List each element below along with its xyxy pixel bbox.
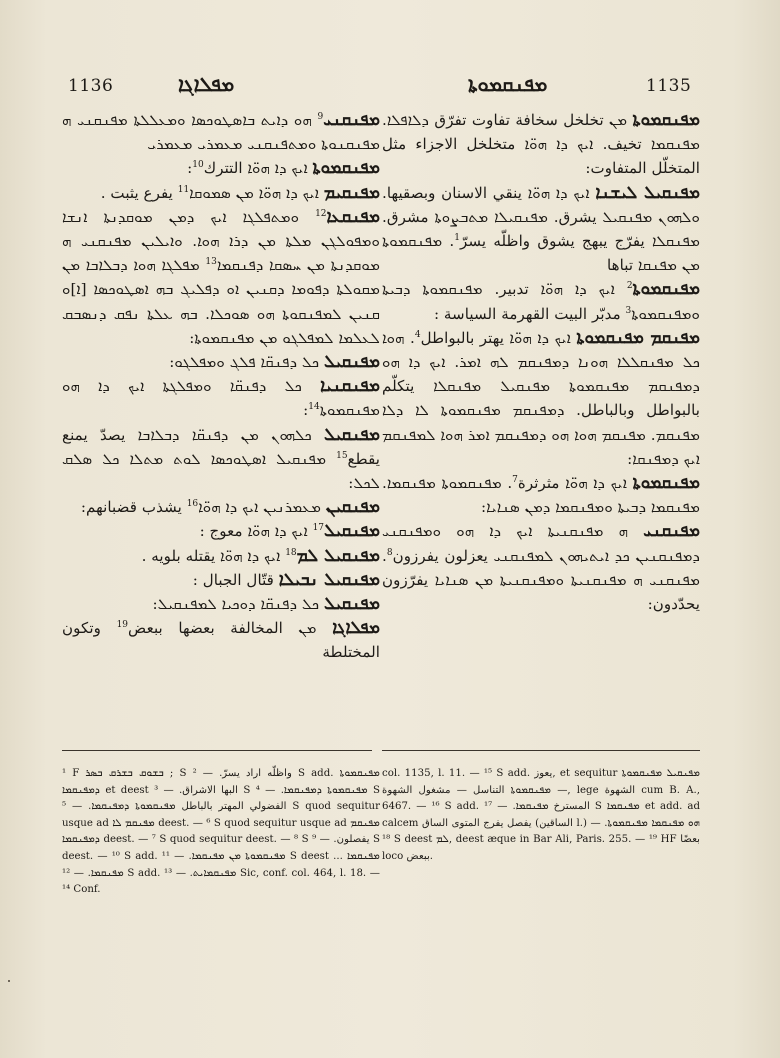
entry: ܡܦܢܩܝܠ ܢܒܝܠܐ قتّال الجبال : [192, 569, 380, 590]
entry: ܡܦܢܩܝܠ ܟܠ ܕܦܢܩ̈ܐ ܦܠܓ ܘܡܦܠܓܘ: [169, 352, 380, 373]
footnote-block: — ⁵ S quod sequitur usque ad ܡܦܢܩܡ ܠܐ deest. — ⁶ S quod sequitur usque ad ܡܦܢܩܡ ܕܡܦܢܩܡܐ deest. — ⁷ S quod sequitur deest. — ⁸ S يفصلون. — ⁹ S deest. — ¹⁰ S add. ܡܦܢܩܡܘܬܐ ܡܢ ܡܦܢܩܡܐ. [62, 801, 381, 862]
entry: ܡܦܢܩܥܐ$^{12}$ ܘܡܬܦܠܓܐ ܐܝܟ ܕܡܢ ܡܘܩܕܢܬܐ ܐܢܫܐ ܘܡܦܘܠܓܢ ܡܠܬܐ ܡܢ ܕܪܐ ܗܘܐ. ܘܐܝܠܝܢ ܡܦܢܩܢܝ ܗ ܡܘܩܕܢܬܐ ܡܢ ܚܣܩܐ ܕܦܢܩܡܐ$^{13}$ ܡܦܠܓܐ ܗܘܐ ܕܒܠܐܒܐ ܡܢ ܡܩܘܠܬܐ ܕܦܘܡܐ ܕܩܢܝܢ ܐܘ ܕܦܠܝܓ ܒܗ ܐܣܛܘܟܣܐ [ܐ]ܘ ܩܢܝܢ ܠܡܦܢܩܘܬܐ ܗܘ ܣܘܟܠܐ. ܒܗ ܥܠܬܐ ܢܦܩ ܕܢܣܒܩ ܠܥܠܡܐ ܠܡܦܠܓܘ ܡܢ ܡܦܢܩܡܘܬܐ: [62, 206, 380, 347]
footnote-block: col. 1135, l. 11. — ¹⁵ S add. يعوز, et sequitur ܡܦܢܩܝܠ ܡܦܢܩܡܘܬܐ — ܡܦܢܩܡܘܬܐ التناسل — مشغول الشهوة, lege الشهوة cum B. A., 6467. — ¹⁶ S add. [382, 768, 700, 813]
entry: ܡܦܢܩܢܝܐ ܟܠ ܕܦܢܩ̈ܐ ܘܡܦܠܓܬܐ ܐܝܟ ܕܐ ܗܘ ܡܦܢܩܡܘܬܐ$^{14}$: [62, 376, 380, 420]
entry: ܡܦܢܩܡܘܬܐ ܐܝܟ ܕܐ ܗܘ̈ܐ التترك$^{10}$: [187, 158, 380, 179]
entry: ܡܦܢܩܡܘܬܐ ܐܝܟ ܕܐ ܗܘ̈ܐ مثرثرة$^7$. ܡܦܢܩܡܘܬܐ ܡܦܢܩܡܐ. ܡܦܢܩܡܐ ܕܒܝܬܐ ܘܡܦܢܩܡܐ ܕܡܢ ܣܢܐܝܐ: [382, 473, 701, 517]
footnote-block: المسترخ ܡܦܢܩܡܐ. — ¹⁷ S ܡܦܢܩܡܐ et add. ad calcem يفصل يفرج المتوى الساق (الساقين l.) ܗܘ ܡܦܢܩܡܐ ܡܦܢܩܡܘܬܐ. — ¹⁸ S deest ܠܡ, deest æque in Bar Ali, [382, 801, 701, 846]
page-speck [8, 980, 10, 982]
entry: ܡܦܢܩܡ ܡܦܢܩܡܘܬܐ ܐܝܟ ܕܐ ܗܘ̈ܐ يهتر بالبواطل$^4$. ܗܘܐ ܟܠ ܡܦܢܩܠܠܐ ܗܘܢܐ ܕܡܦܢܩܡ ܠܗ ܐܡܪ. ܐܝܟ ܕܐ ܗܘ ܕܡܦܢܩܡ ܡܦܢܩܡܘܬܐ ܡܦܢܩܝܠ ܡܦܢܩܠܐ يتكلّم بالبواطل وبالباطل. ܕܡܦܢܩܡ ܡܦܢܩܡܘܬܐ ܠܐ ܕܠܐ ܡܦܢܩܡ. ܡܦܢܩܡ ܗܘܐ ܗܘ ܕܡܦܢܩܡ ܐܡܪ ܗܘܐ ܠܡܦܢܩܡ ܐܝܟ ܕܡܦܢܩܐ: [382, 327, 701, 468]
footnotes-left [62, 766, 380, 899]
footnote-block: Paris. 255. — ¹⁹ HF بعضًا loco ببعض. [382, 834, 700, 862]
left-page-number: 1136 [68, 76, 114, 96]
left-column [62, 108, 380, 665]
entry: ܡܦܢܩܝܠ ܠܡ$^{18}$ ܐܝܟ ܕܐ ܗܘ̈ܐ يقتله بلويه . [141, 545, 380, 566]
entry: ܡܦܢܩܝܢ ܡܥܡܪܢܝܢ ܐܝܟ ܕܐ ܗܘ̈ܐ$^{16}$ يشذب قضبانهم: [80, 497, 380, 518]
entry: ܡܦܢܩܝܠ ܟܠ ܕܦܢܩ̈ܐ ܕܘܟܝܐ ܠܡܦܢܩܝܠ: [152, 594, 380, 615]
left-running-title: ܡܦܠܐܓܐ [178, 72, 235, 96]
right-page-number: 1135 [646, 76, 692, 96]
entry: ܡܦܢܩܢܝ$^9$ ܗܘ ܕܐܝܬ ܒܐܣܛܘܟܣܐ ܘܡܥܠܠܬܐ ܡܦܢܩܢܝ ܗ ܡܦܢܩܢܘܬܐ ܘܡܬܦܢܩܢܝ ܡܥܡܪܝ ܡܥܡܪܝ [62, 110, 380, 154]
footnotes-right [382, 766, 700, 866]
entry: ܡܦܠܐܓܐ ܡܢ المخالفة بعضها ببعض$^{19}$ وتكون المختلطة [62, 618, 381, 662]
entry: ܡܦܢܩܝܡ ܐܝܟ ܕܐ ܗܘ̈ܐ ܡܢ ܣܡܘܩܐ$^{11}$ يفرع يثبت . [100, 182, 380, 203]
footnote-block: ¹ F ܒܫܘܩ ܒܫܪܩ ܒܣܪ ; S واظلّه اراد يسرّ. — ² S add. ܡܦܢܩܡܘܬܐ ܕܡܦܢܩܡܐ et deest البها الاشراق. — ³ S ܡܦܢܩܡܘܬܐ ܕܡܦܢܩܡܐ. — ⁴ S الفضولي المهتر بالباطل ܡܦܢܩܡܘܬܐ ܕܡܦܢܩܡܐ. [62, 768, 381, 813]
right-running-title: ܡܦܢܩܡܘܬܐ [468, 72, 548, 96]
right-column [382, 108, 700, 616]
footnote-divider-left [62, 750, 372, 751]
entry: ܡܦܢܩܝܠ ܠܝܫܢܐ ܐܝܟ ܕܐ ܗܘ̈ܐ ينقي الاسنان وبصقيها. ܘܠܗܘܢ ܡܦܢܩܝܠ يشرق. ܡܦܢܩܝܠܐ ܡܬܒܨܘܬܐ مشرق. ܡܦܢܩܠܐ يفرّج يبهج يشوق واظلّه يسرّ$^1$. ܡܦܢܩܡܘܬܐ ܡܢ ܡܦܢܩܐ تباها [382, 182, 701, 275]
entry: ܡܦܢܩܝܠ$^{17}$ ܐܝܟ ܕܐ ܗܘ̈ܐ معوج : [199, 521, 380, 542]
footnote-block: — ¹¹ S deest ܡܦܢܩܡܐ ... ܡܦܢܩܡܐ. — ¹² S add. ܡܦܢܩܡܐܝܬ. — ¹³ Sic, conf. col. 464, l. 18. — ¹⁴ Conf. [62, 850, 380, 896]
entry: ܡܦܢܩܡܘܬܐ$^2$ ܐܝܟ ܕܐ ܗܘ̈ܐ تدبير. ܡܦܢܩܡܘܬܐ ܕܒܝܬܐ ܘܡܦܢܩܡܘܬܐ$^3$ مدبّر البيت القهرمة السياسة : [382, 279, 700, 323]
entry: ܡܦܢܩܢܝ ܗ ܡܦܢܩܢܝܬܐ ܐܝܟ ܕܐ ܗܘ ܘܡܦܢܩܢܝ ܕܡܦܢܩܢܝܢ ܟܕ ܐܝܬܝܗܘܢ ܠܡܦܢܩܢܝ يعزلون يفرزون$^8$. ܡܦܢܩܢܝ ܗ ܡܦܢܩܢܝܬܐ ܘܡܦܢܩܢܝܬܐ ܡܢ ܣܢܐܝܐ يفرّزون يحدّدون: [382, 521, 700, 614]
footnote-divider-right [382, 750, 700, 751]
entry: ܡܦܢܩܝܠ ܟܠܗܘܢ ܡܢ ܕܦܢܩ̈ܐ ܕܒܠܐܒܐ يصدّ يمنع يقطع$^{15}$ ܡܦܢܩܝܠ ܐܣܛܘܟܣܐ ܠܘܬ ܡܬܠܐ ܟܠ ܣܠܩ ܠܟܠ: [62, 424, 380, 493]
entry: ܡܦܢܩܡܘܬܐ ܡܢ تخلخل سخافة تفاوت تفرّق ܕܠܐܦܠܐ. ܡܦܢܩܡܐ تخيف. ܐܝܟ ܕܐ ܗܘ̈ܐ متخلخل الاجزاء مثل المتخلّل المتفاوت: [382, 110, 700, 178]
